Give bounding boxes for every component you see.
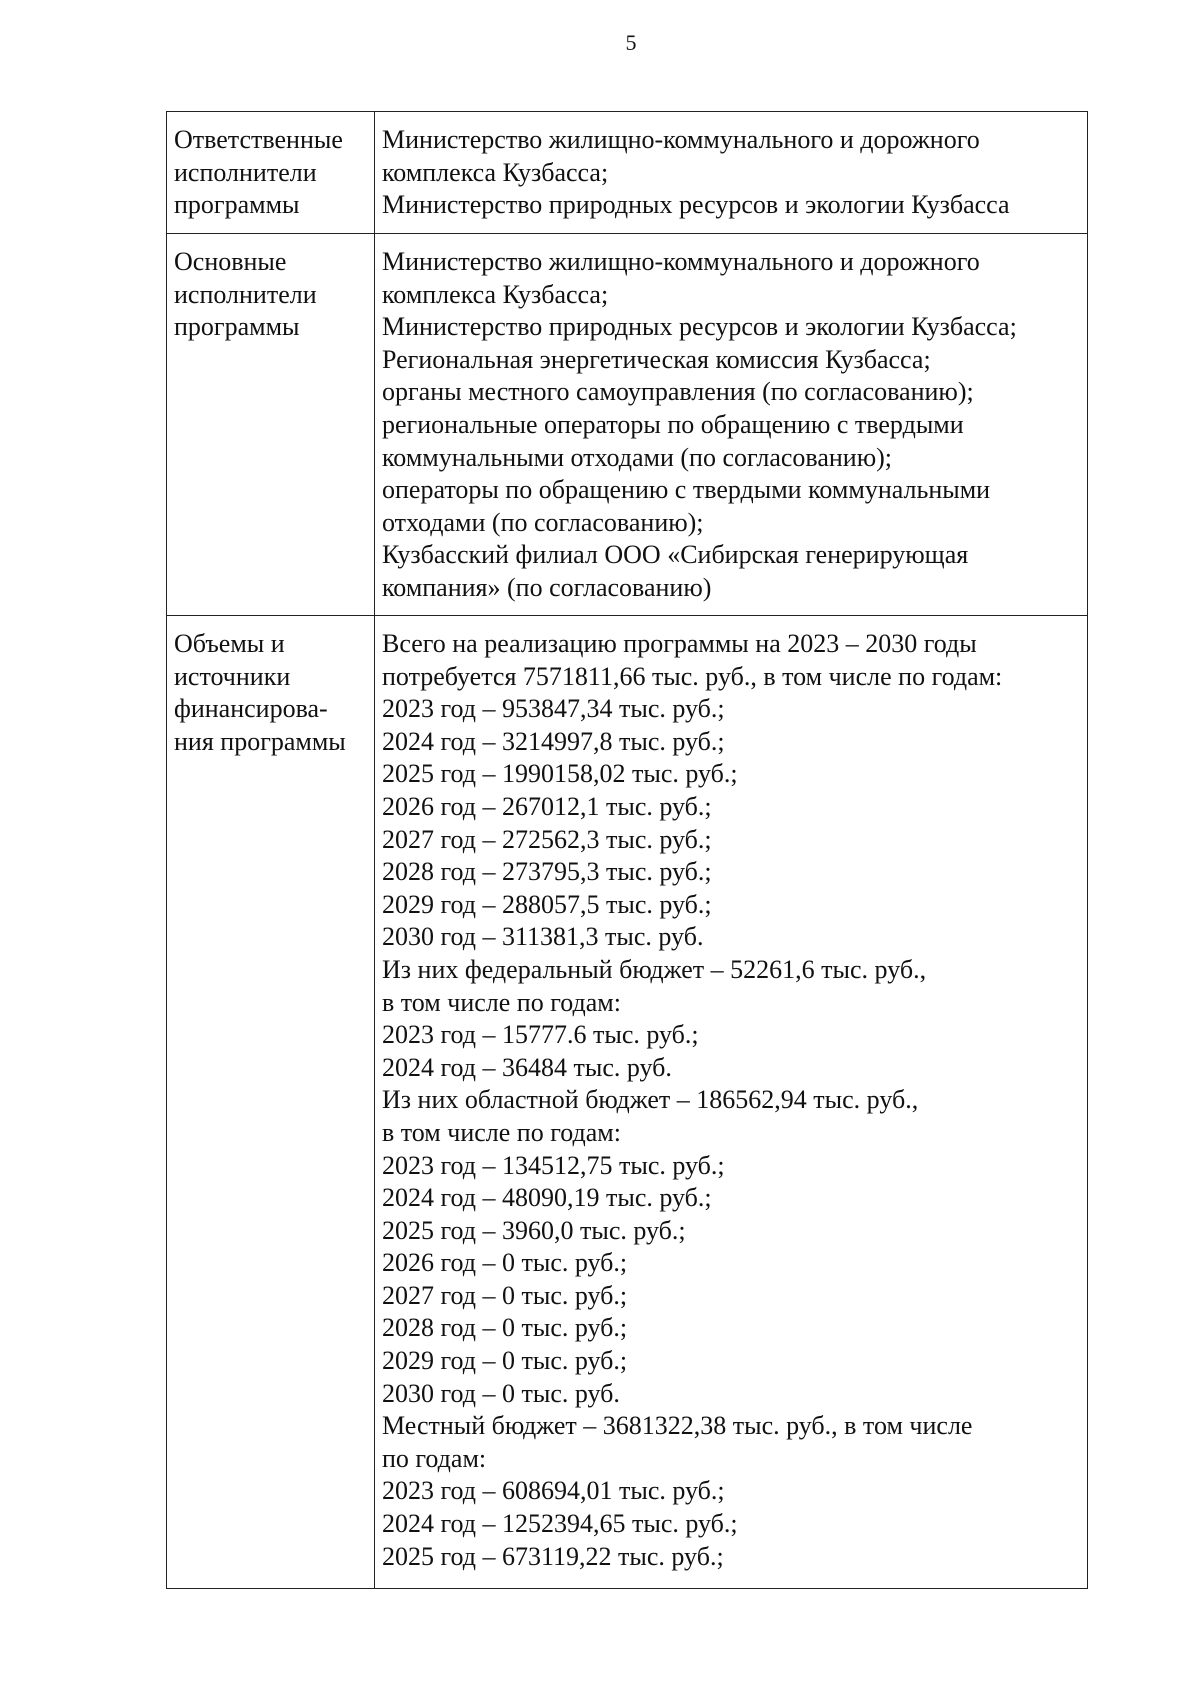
label-line: программы <box>174 312 300 342</box>
value-line: 2029 год – 0 тыс. руб.; <box>382 1346 628 1376</box>
value-line: 2026 год – 267012,1 тыс. руб.; <box>382 791 712 821</box>
label-cell-responsible-executors <box>167 112 375 234</box>
label-line: Основные <box>174 247 287 276</box>
label-cell-main-executors <box>167 234 375 616</box>
value-line: органы местного самоуправления (по согласованию); <box>382 377 974 407</box>
value-line: в том числе по годам: <box>382 1117 621 1147</box>
value-line: 2030 год – 311381,3 тыс. руб. <box>382 922 704 952</box>
label-line: Объемы и <box>174 629 285 658</box>
value-line: коммунальными отходами (по согласованию); <box>382 442 893 472</box>
value-line: 2024 год – 3214997,8 тыс. руб.; <box>382 726 725 756</box>
value-line: Кузбасский филиал ООО «Сибирская генерирующая <box>382 540 969 570</box>
value-line: 2028 год – 273795,3 тыс. руб.; <box>382 857 712 887</box>
value-line: Министерство природных ресурсов и экологии Кузбасса; <box>382 312 1017 342</box>
value-line: 2030 год – 0 тыс. руб. <box>382 1378 620 1408</box>
label-line: источники <box>174 661 291 691</box>
value-line: Министерство жилищно-коммунального и дорожного <box>382 125 980 154</box>
label-line: исполнители <box>174 279 317 309</box>
value-line: 2028 год – 0 тыс. руб.; <box>382 1313 628 1343</box>
value-line: операторы по обращению с твердыми коммунальными <box>382 475 991 505</box>
value-cell-main-executors <box>375 234 1088 616</box>
table-row-funding <box>167 616 1088 1589</box>
label-cell-funding <box>167 616 375 1589</box>
value-line: 2023 год – 15777.6 тыс. руб.; <box>382 1020 699 1050</box>
value-line: 2023 год – 134512,75 тыс. руб.; <box>382 1150 725 1180</box>
program-passport-table <box>166 111 1088 1589</box>
label-line: ния программы <box>174 726 346 756</box>
value-line: 2024 год – 48090,19 тыс. руб.; <box>382 1183 712 1213</box>
value-line: 2023 год – 608694,01 тыс. руб.; <box>382 1476 725 1506</box>
value-line: 2025 год – 673119,22 тыс. руб.; <box>382 1541 724 1571</box>
label-line: исполнители <box>174 157 317 187</box>
value-cell-funding <box>375 616 1088 1589</box>
label-line: программы <box>174 190 300 220</box>
table-row-main-executors <box>167 234 1088 616</box>
value-line: в том числе по годам: <box>382 987 621 1017</box>
value-line: 2025 год – 3960,0 тыс. руб.; <box>382 1215 686 1245</box>
label-line: финансирова- <box>174 694 328 724</box>
value-line: 2023 год – 953847,34 тыс. руб.; <box>382 694 725 724</box>
value-line: комплекса Кузбасса; <box>382 157 609 187</box>
value-line: Министерство жилищно-коммунального и дорожного <box>382 247 980 276</box>
value-line: Местный бюджет – 3681322,38 тыс. руб., в том числе <box>382 1411 973 1441</box>
value-line: 2027 год – 272562,3 тыс. руб.; <box>382 824 712 854</box>
value-line: региональные операторы по обращению с твердыми <box>382 409 964 439</box>
value-line: компания» (по согласованию) <box>382 572 712 602</box>
value-line: Из них федеральный бюджет – 52261,6 тыс. руб., <box>382 954 927 984</box>
value-line: Министерство природных ресурсов и экологии Кузбасса <box>382 190 1010 220</box>
value-line: 2029 год – 288057,5 тыс. руб.; <box>382 889 712 919</box>
value-line: 2026 год – 0 тыс. руб.; <box>382 1248 628 1278</box>
value-line: потребуется 7571811,66 тыс. руб., в том числе по годам: <box>382 661 1003 691</box>
value-line: Из них областной бюджет – 186562,94 тыс. руб., <box>382 1085 919 1115</box>
value-cell-responsible-executors <box>375 112 1088 234</box>
page-number: 5 <box>625 30 637 55</box>
value-line: 2024 год – 1252394,65 тыс. руб.; <box>382 1509 738 1539</box>
value-line: 2024 год – 36484 тыс. руб. <box>382 1052 672 1082</box>
table-row-responsible-executors <box>167 112 1088 234</box>
label-line: Ответственные <box>174 125 343 154</box>
value-line: отходами (по согласованию); <box>382 507 704 537</box>
value-line: 2027 год – 0 тыс. руб.; <box>382 1280 628 1310</box>
value-line: 2025 год – 1990158,02 тыс. руб.; <box>382 759 738 789</box>
value-line: Региональная энергетическая комиссия Кузбасса; <box>382 344 931 374</box>
value-line: Всего на реализацию программы на 2023 – 2030 годы <box>382 629 977 658</box>
value-line: по годам: <box>382 1443 487 1473</box>
value-line: комплекса Кузбасса; <box>382 279 609 309</box>
